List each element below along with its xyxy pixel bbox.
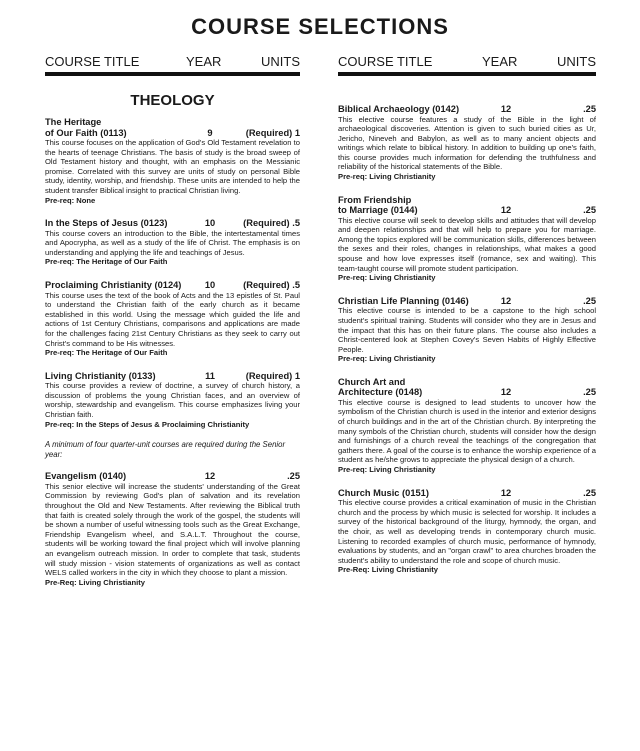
course-year: 12 [500,205,512,216]
course-description: This course focuses on the application of God's Old Testament revelation to the hearts of teenage Christians. The basis of study is the broad sweep of Old Testament history and thought, with an emphasis on the Messianic promise. Correlated with this survey are units of study on personal Bible study, identity, worship, and friendship. These units are intended to help the student transfer Biblical insight to practical Christian living. [45,138,300,195]
course-description: This senior elective will increase the students' understanding of the Great Commission by reviewing God's plan of salvation and its revelation throughout the Old and New Testaments. After reviewing the Biblical truth that faith is created solely through the work of the gospel, the students will be shown a number of useful witnessing tools such as the Great Exchange, Friendship Evangelism wheel, and S.A.L.T. Throughout the course, students will be working toward the final project which will involve planning an evangelism outreach mission. In order to complete that task, students will study mission - vision statements of organizations as well as contact WELS called workers in the city in which they choose to plant a mission. [45,481,300,578]
course-heading [338,488,596,499]
course-units: .25 [583,387,596,398]
course-entry [338,296,596,364]
course-title: Biblical Archaeology (0142) [338,104,460,114]
course-description: This elective course provides a critical examination of music in the Christian church and the process by which music is selected for worship. It includes a survey of the historical background of the liturgy, hymnody, the organ, and the choir, as well as developing trends in contemporary church music. Listening to recorded examples of church music, performance of hymnody, evaluations by students, and an "organ crawl" to area churches broaden the student's ability to understand the role and scope of church music. [338,498,596,565]
header-course-title: COURSE TITLE [45,54,140,69]
course-units: .25 [287,471,300,482]
course-year: 11 [205,370,215,381]
course-units: .25 [583,487,596,498]
course-prereq: Pre-Req: Living Christianity [45,577,145,587]
course-heading [45,128,300,139]
page-title: COURSE SELECTIONS [191,14,449,39]
course-heading [45,471,300,482]
course-description: This elective course is designed to lead students to uncover how the symbolism of the Christian church is used in the interior and exterior designs of church buildings and in the art of the Christian church. By interpreting the many symbols of the Christian church, students will consider how the design and furnishings of a church reveal the teachings of the congregation that gathers there. A goal of the course is to enhance the worship experience of a student as he/she grows to appreciate the physical design of a church. [338,397,596,465]
course-entry [338,195,596,283]
course-title: Architecture (0148) [338,387,423,398]
course-year: 12 [500,295,512,306]
course-description: This course uses the text of the book of Acts and the 13 epistles of St. Paul to understand the Christian faith of the early church as it became established in this world. Using the message which guided the life and actions of 1st Century Christians, comparisons and applications are made for the challenges facing 21st Century Christians as they seek to carry out Christ's command to be His witnesses. [45,290,300,348]
course-title: of Our Faith (0113) [45,127,127,138]
header-course-title: COURSE TITLE [338,54,433,69]
course-year: 10 [204,218,216,229]
left-course-list [45,117,300,429]
course-units: .25 [583,104,596,114]
course-entry [338,104,596,182]
section-heading: THEOLOGY [130,92,215,109]
course-description: This elective course features a study of the Bible in the light of archaeological discoveries. Attention is given to such buried cities as Ur, Jericho, Nineveh and Babylon, as well as to many ancient objects and writings which relate to biblical history. In addition to building up one's faith, this course provides much information for defending the truthfulness and reliability of the historical statements of the Bible. [338,114,596,172]
course-year: 12 [500,387,512,398]
course-units: (Required) .5 [243,218,300,229]
course-title: to Marriage (0144) [338,205,418,216]
column-header [338,54,596,76]
right-course-list [338,104,596,575]
course-prereq: Pre-req: The Heritage of Our Faith [45,257,168,267]
course-entry [338,377,596,475]
course-title: Christian Life Planning (0146) [338,295,469,306]
senior-requirement-note: A minimum of four quarter-unit courses are required during the Senior year: [45,440,286,459]
course-title: In the Steps of Jesus (0123) [45,218,168,229]
course-year: 10 [204,280,216,291]
course-heading [338,387,596,398]
course-entry [45,218,300,267]
course-description: This elective course will seek to develop skills and attitudes that will develop and deepen relationships and that will help to prepare you for marriage. Among the topics explored will be communication skills, differences between the sexes and their roles, changes in relationships, what makes a good spouse and how love expresses itself (romance, sex and waiting). This team-taught course will promote student participation. [338,215,596,273]
course-description: This elective course is intended to be a capstone to the high school student's spiritual training. Students will consider who they are in Jesus and the impact that this has on their future plans. The course also includes a Christ-centered look at Stephen Covey's Seven Habits of Highly Effective People. [338,306,596,354]
course-heading [45,280,300,291]
column-header [45,54,300,76]
course-entry [338,488,596,575]
course-prereq: Pre-Req: Living Christianity [338,565,438,575]
course-prereq: Pre-req: Living Christianity [338,273,436,283]
course-title-line1 [338,195,596,206]
left-course-list-after [45,471,300,587]
course-units: (Required) 1 [245,370,300,381]
course-year: 12 [204,471,216,482]
course-title: Living Christianity (0133) [45,370,156,381]
course-prereq: Pre-req: In the Steps of Jesus & Proclaiming Christianity [45,419,250,429]
right-column [338,54,596,588]
header-units: UNITS [261,54,300,69]
course-entry [45,117,300,205]
course-entry [45,280,300,358]
course-title-first-line: From Friendship [338,194,412,205]
header-year: YEAR [186,54,222,69]
course-prereq: Pre-req: The Heritage of Our Faith [45,348,168,358]
course-year: 12 [500,487,512,498]
header-year: YEAR [482,54,518,69]
header-units: UNITS [557,54,596,69]
course-heading [338,104,596,115]
course-title-first-line: Church Art and [338,376,406,387]
course-title-line1 [338,377,596,388]
left-column [45,54,300,600]
course-description: This course covers an introduction to the Bible, the intertestamental times and Apocrypha, as well as a study of the life of Christ. The emphasis is on understanding and applying the life and teachings of Jesus. [45,228,300,257]
course-prereq: Pre-req: Living Christianity [338,354,436,364]
course-title: Proclaiming Christianity (0124) [45,280,182,291]
course-heading [45,371,300,382]
course-heading [338,205,596,216]
course-units: .25 [583,295,596,306]
course-title: Church Music (0151) [338,487,429,498]
course-title: Evangelism (0140) [45,471,127,482]
course-units: .25 [583,205,596,216]
course-prereq: Pre-req: None [45,195,96,205]
course-units: (Required) 1 [245,127,300,138]
course-units: (Required) .5 [243,280,300,291]
course-year: 9 [207,127,213,138]
course-heading [45,218,300,229]
course-description: This course provides a review of doctrine, a survey of church history, a discussion of problems the young Christian faces, and an overview of worship, stewardship and evangelism. This course emphasizes living your Christian faith. [45,381,300,419]
course-prereq: Pre-req: Living Christianity [338,172,436,182]
course-prereq: Pre-req: Living Christianity [338,465,436,475]
course-entry [45,471,300,587]
course-entry [45,371,300,429]
course-title-first-line: The Heritage [45,117,102,127]
course-year: 12 [500,104,512,114]
course-title-line1 [45,117,300,128]
course-heading [338,296,596,307]
